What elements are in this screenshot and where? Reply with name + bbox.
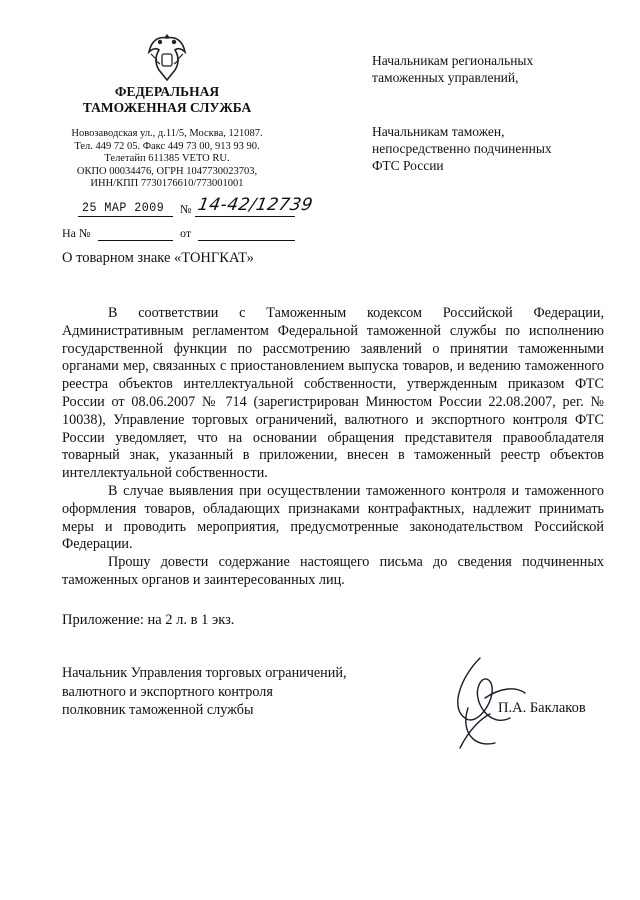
addressee-line: Начальникам региональных bbox=[372, 53, 534, 68]
reference-date-underline bbox=[198, 240, 295, 241]
reference-label: На № bbox=[62, 226, 91, 240]
signatory-position-line: Начальник Управления торговых ограничений, bbox=[62, 665, 347, 681]
addressee-line: ФТС России bbox=[372, 158, 444, 173]
addressee-customs bbox=[372, 123, 552, 174]
signatory-block bbox=[62, 664, 347, 720]
outgoing-number: 14-42/12739 bbox=[196, 195, 315, 215]
double-headed-eagle-emblem-icon bbox=[145, 30, 189, 84]
sender-phone-fax: Тел. 449 72 05. Факс 449 73 00, 913 93 90. bbox=[74, 140, 260, 152]
letter-subject: О товарном знаке «ТОНГКАТ» bbox=[62, 250, 254, 266]
body-paragraph: В случае выявления при осуществлении таможенного контроля и таможенного оформления товаров, обладающих признаками контрафактных, надлежит принимать меры и проводить мероприятия, предусмотренные законодательством Российской Федерации. bbox=[62, 482, 604, 553]
letter-body bbox=[62, 305, 604, 590]
sender-okpo-ogrn: ОКПО 00034476, ОГРН 1047730023703, bbox=[76, 165, 258, 177]
sender-address: Новозаводская ул., д.11/5, Москва, 121087. bbox=[71, 128, 263, 139]
number-label: № bbox=[180, 202, 192, 216]
addressee-line: непосредственно подчиненных bbox=[372, 141, 552, 156]
sender-teletype: Телетайп 611385 VETO RU. bbox=[104, 153, 230, 165]
org-name-line1: ФЕДЕРАЛЬНАЯ bbox=[114, 84, 220, 99]
body-paragraph: Прошу довести содержание настоящего письма до сведения подчиненных таможенных органов и заинтересованных лиц. bbox=[62, 554, 604, 588]
body-paragraph: В соответствии с Таможенным кодексом Российской Федерации, Административным регламентом Федеральной таможенной службы по исполнению государственной функции по рассмотрению заявлений о принятии таможенными органами мер, связанных с приостановлением выпуска товаров, и ведению таможенного реестра объектов интеллектуальной собственности, утвержденным приказом ФТС России от 08.06.2007 № 714 (зарегистрирован Минюстом России 22.08.2007, рег. № 10038), Управление торговых ограничений, валютного и экспортного контроля ФТС России уведомляет, что на основании обращения представителя правообладателя товарный знак, указанный в приложении, внесен в таможенный реестр объектов интеллектуальной собственности. bbox=[62, 305, 604, 482]
reference-from-label: от bbox=[180, 226, 192, 240]
sender-organization-name bbox=[40, 84, 294, 116]
signer-name: П.А. Баклаков bbox=[498, 700, 586, 716]
addressee-line: Начальникам таможен, bbox=[372, 124, 505, 139]
addressee-line: таможенных управлений, bbox=[372, 70, 519, 85]
number-underline bbox=[195, 216, 295, 217]
reference-underline bbox=[98, 240, 173, 241]
sender-inn-kpp: ИНН/КПП 7730176610/773001001 bbox=[90, 178, 244, 190]
date-underline bbox=[78, 216, 173, 217]
addressee-regional bbox=[372, 52, 533, 86]
attachment-note: Приложение: на 2 л. в 1 экз. bbox=[62, 612, 235, 628]
date-stamp: 25 MAP 2009 bbox=[82, 200, 165, 215]
sender-contacts bbox=[40, 128, 294, 191]
org-name-line2: ТАМОЖЕННАЯ СЛУЖБА bbox=[82, 100, 252, 115]
signatory-rank-line: полковник таможенной службы bbox=[62, 702, 254, 718]
signatory-position-line: валютного и экспортного контроля bbox=[62, 683, 273, 700]
